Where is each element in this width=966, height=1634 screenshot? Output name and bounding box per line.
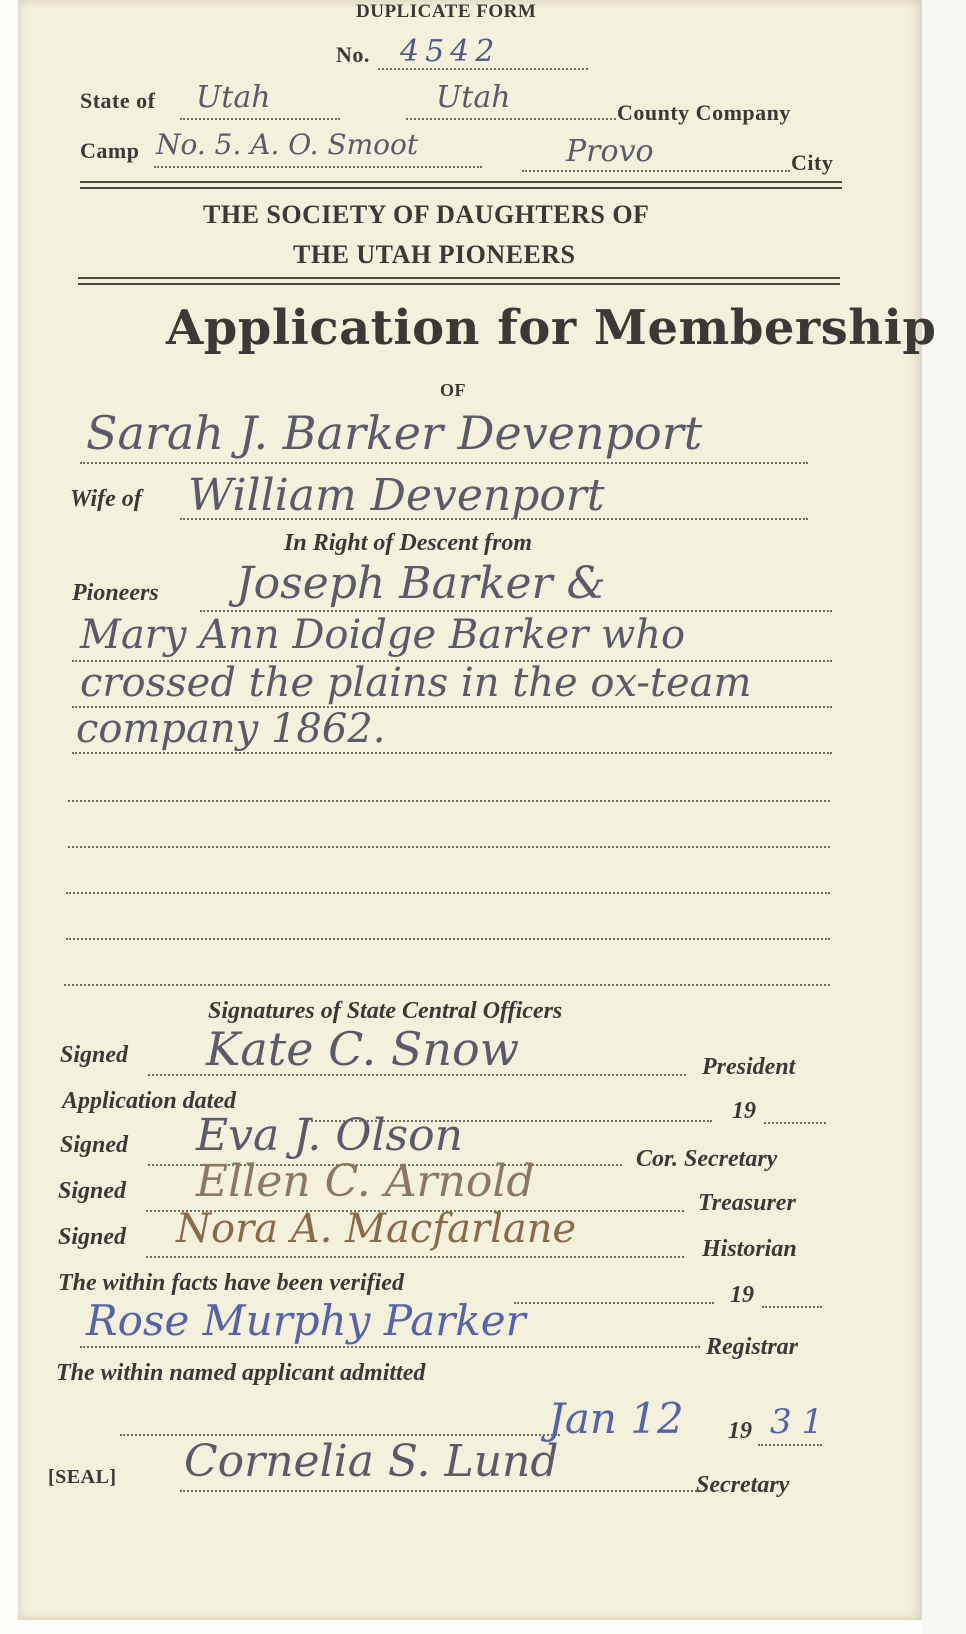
application-dated-label: Application dated (62, 1088, 236, 1114)
seal-label: [SEAL] (48, 1466, 117, 1488)
secretary-signature: Cornelia S. Lund (184, 1436, 559, 1487)
admitted-year: 31 (770, 1402, 834, 1442)
verified-year-line (762, 1306, 822, 1308)
husband-name: William Devenport (188, 470, 605, 521)
treasurer-label: Treasurer (698, 1190, 796, 1216)
officers-heading: Signatures of State Central Officers (208, 998, 563, 1024)
number-label: No. (336, 42, 370, 67)
descent-heading: In Right of Descent from (284, 530, 533, 556)
county-line (406, 118, 616, 120)
header-rule-bottom (78, 277, 840, 279)
county-company-label: County Company (617, 100, 791, 125)
city-value: Provo (566, 134, 654, 169)
historian-line (146, 1256, 684, 1258)
admitted-label: The within named applicant admitted (56, 1360, 426, 1386)
descent-line-6 (68, 846, 830, 848)
page-margin (922, 0, 966, 1634)
city-label: City (791, 150, 834, 175)
treasurer-signature: Ellen C. Arnold (196, 1156, 535, 1207)
registrar-label: Registrar (706, 1334, 799, 1360)
form-number: 4542 (400, 34, 501, 69)
signed-label-cor-secretary: Signed (60, 1132, 129, 1158)
state-label: State of (80, 88, 156, 113)
header-rule-top (80, 181, 842, 183)
verified-label: The within facts have been verified (58, 1270, 404, 1296)
cor-secretary-signature: Eva J. Olson (196, 1110, 463, 1161)
president-label: President (702, 1054, 796, 1080)
camp-line (154, 166, 482, 168)
signed-label-treasurer: Signed (58, 1178, 127, 1204)
application-year-line (764, 1122, 826, 1124)
descent-text-1: Joseph Barker & (236, 558, 606, 609)
wife-of-label: Wife of (70, 486, 142, 512)
city-line (522, 170, 790, 172)
form-label: DUPLICATE FORM (356, 1, 537, 22)
header-rule-bottom-2 (78, 283, 840, 285)
descent-line-4 (72, 752, 832, 754)
admitted-date: Jan 12 (548, 1394, 684, 1443)
secretary-line (180, 1490, 700, 1492)
of-label: OF (440, 380, 466, 400)
registrar-line (80, 1346, 700, 1348)
verified-line (514, 1302, 714, 1304)
descent-line-9 (64, 984, 830, 986)
descent-text-2: Mary Ann Doidge Barker who (80, 612, 686, 658)
admitted-year-line (758, 1444, 822, 1446)
camp-value: No. 5. A. O. Smoot (156, 128, 419, 161)
signed-label-historian: Signed (58, 1224, 127, 1250)
state-value: Utah (196, 80, 271, 115)
historian-signature: Nora A. Macfarlane (176, 1206, 577, 1252)
state-line (180, 118, 340, 120)
president-signature: Kate C. Snow (206, 1022, 520, 1076)
society-name-line2: THE UTAH PIONEERS (293, 240, 576, 269)
secretary-label: Secretary (696, 1472, 790, 1498)
application-year-prefix: 19 (732, 1098, 756, 1124)
applicant-name-line (80, 462, 808, 464)
descent-line-7 (66, 892, 830, 894)
descent-line-8 (66, 938, 830, 940)
descent-text-4: company 1862. (76, 706, 386, 752)
descent-line-5 (68, 800, 830, 802)
society-name-line1: THE SOCIETY OF DAUGHTERS OF (203, 200, 650, 229)
cor-secretary-label: Cor. Secretary (636, 1146, 778, 1172)
admitted-year-prefix: 19 (728, 1418, 752, 1444)
descent-text-3: crossed the plains in the ox-team (80, 660, 752, 706)
county-value: Utah (436, 80, 511, 115)
applicant-name: Sarah J. Barker Devenport (86, 406, 703, 460)
registrar-signature: Rose Murphy Parker (86, 1296, 526, 1345)
camp-label: Camp (80, 138, 140, 163)
header-rule-top-2 (80, 187, 842, 189)
historian-label: Historian (702, 1236, 797, 1262)
signed-label-president: Signed (60, 1042, 129, 1068)
application-title: Application for Membership (166, 300, 937, 356)
verified-year-prefix: 19 (730, 1282, 754, 1308)
pioneers-label: Pioneers (72, 580, 159, 606)
